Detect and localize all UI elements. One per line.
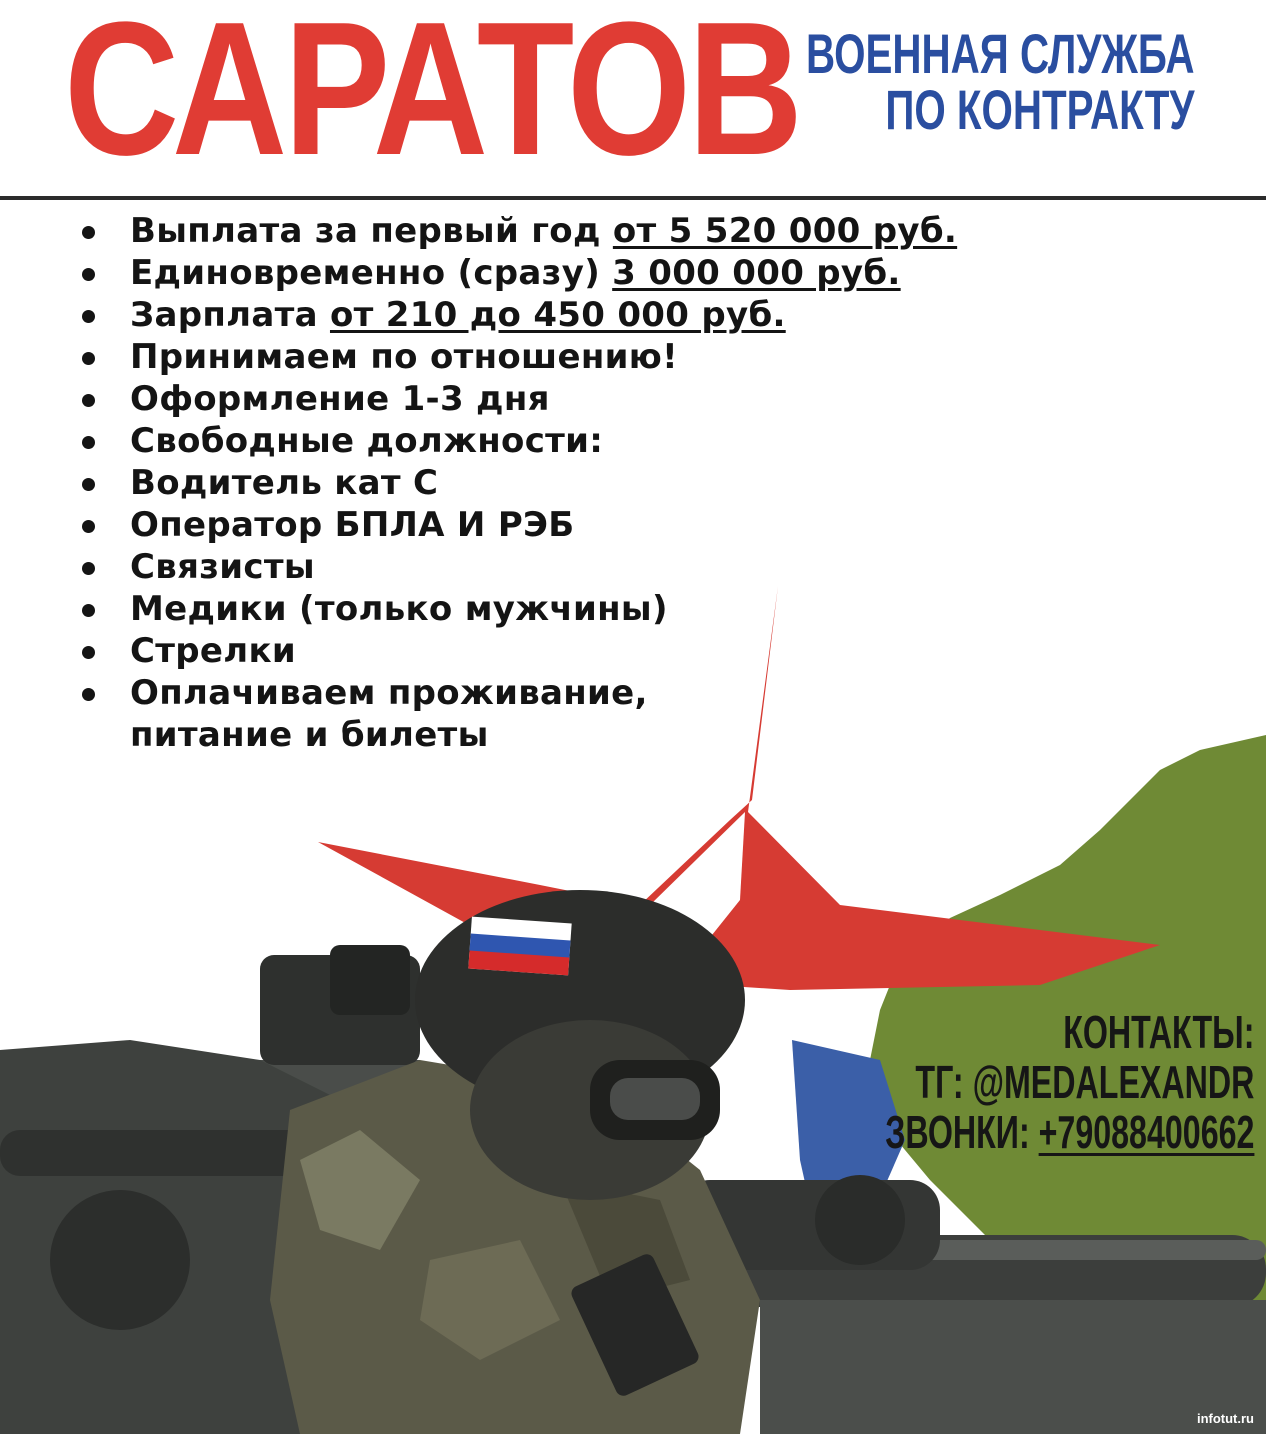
phone-contact bbox=[885, 1108, 1254, 1156]
position-item: Оператор БПЛА И РЭБ bbox=[78, 504, 957, 546]
contacts-block bbox=[885, 1008, 1254, 1158]
position-item: Связисты bbox=[78, 546, 957, 588]
service-subtitle bbox=[805, 22, 1194, 141]
benefit-housing bbox=[78, 672, 957, 756]
benefit-label: Зарплата bbox=[130, 295, 330, 335]
benefit-label: Выплата за первый год bbox=[130, 211, 613, 251]
benefit-line-1: Оплачиваем проживание, bbox=[130, 673, 648, 713]
benefit-amount: от 5 520 000 руб. bbox=[612, 211, 958, 251]
benefit-line-2: питание и билеты bbox=[130, 715, 489, 755]
benefit-item: Свободные должности: bbox=[78, 420, 957, 462]
position-item: Водитель кат С bbox=[78, 462, 957, 504]
contacts-heading: КОНТАКТЫ: bbox=[1062, 1006, 1254, 1058]
telegram-contact: ТГ: @MEDALEXANDR bbox=[914, 1056, 1254, 1108]
benefit-amount: 3 000 000 руб. bbox=[612, 253, 901, 293]
benefit-salary bbox=[78, 294, 957, 336]
subtitle-line-1: ВОЕННАЯ СЛУЖБА bbox=[805, 22, 1194, 85]
position-item: Медики (только мужчины) bbox=[78, 588, 957, 630]
city-title: САРАТОВ bbox=[64, 0, 800, 195]
benefit-item: Принимаем по отношению! bbox=[78, 336, 957, 378]
calls-label: ЗВОНКИ: bbox=[884, 1106, 1039, 1158]
position-item: Стрелки bbox=[78, 630, 957, 672]
subtitle-line-2: ПО КОНТРАКТУ bbox=[884, 78, 1194, 141]
benefit-label: Единовременно (сразу) bbox=[130, 253, 613, 293]
header-divider bbox=[0, 196, 1266, 200]
benefit-item: Оформление 1-3 дня bbox=[78, 378, 957, 420]
benefit-first-year-payment bbox=[78, 210, 957, 252]
benefit-amount: от 210 до 450 000 руб. bbox=[329, 295, 786, 335]
phone-number: +79088400662 bbox=[1038, 1106, 1254, 1158]
benefit-lump-sum bbox=[78, 252, 957, 294]
watermark: infotut.ru bbox=[1196, 1411, 1254, 1426]
benefits-list bbox=[78, 210, 957, 756]
